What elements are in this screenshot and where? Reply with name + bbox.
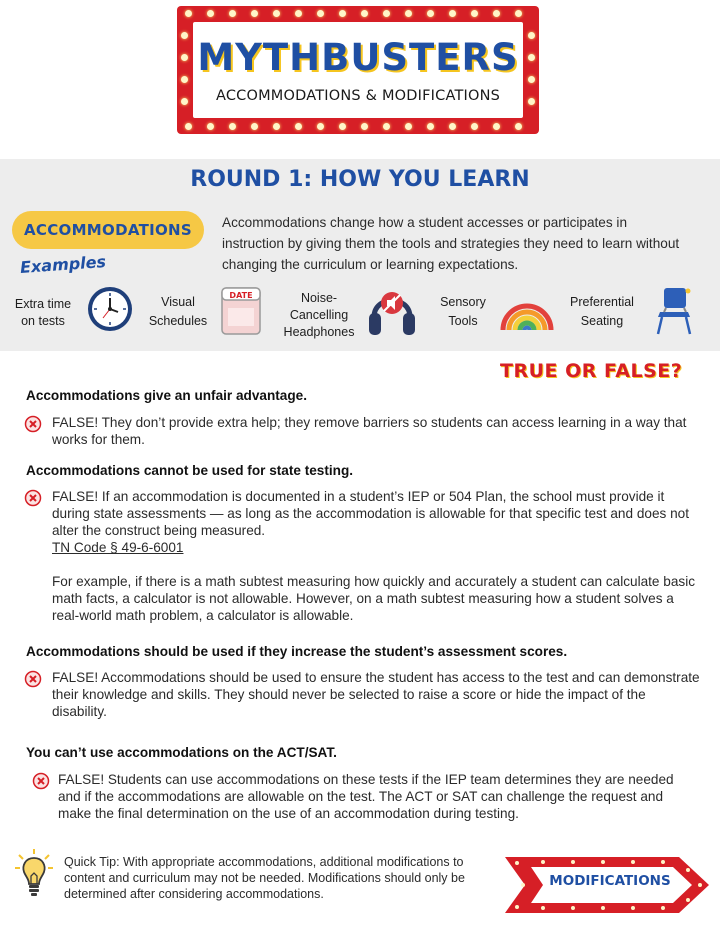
marquee-bulb <box>181 76 188 83</box>
calendar-icon <box>220 286 262 336</box>
lightbulb-icon <box>14 848 54 902</box>
example-headphones: Noise- Cancelling Headphones <box>283 291 355 339</box>
marquee-bulb <box>181 54 188 61</box>
marquee-bulb <box>405 123 412 130</box>
marquee-bulb <box>185 123 192 130</box>
marquee-bulb <box>207 123 214 130</box>
examples-label: Examples <box>19 252 107 277</box>
myth-answer-1: FALSE! They don’t provide extra help; they remove barriers so students can access learning in a way that works for them. <box>52 415 687 447</box>
myth-statement-1: Accommodations give an unfair advantage. <box>26 388 308 403</box>
example-visual-schedules: Visual Schedules <box>148 295 208 328</box>
myth-statement-2: Accommodations cannot be used for state testing. <box>26 463 354 478</box>
marquee-bulb <box>251 10 258 17</box>
marquee-bulb <box>339 123 346 130</box>
marquee-bulb <box>528 32 535 39</box>
marquee-bulb <box>317 10 324 17</box>
marquee-bulb <box>427 10 434 17</box>
marquee-bulb <box>471 10 478 17</box>
marquee-bulb <box>427 123 434 130</box>
marquee-bulb <box>449 10 456 17</box>
marquee-bulb <box>361 123 368 130</box>
myth-statement-4: You can’t use accommodations on the ACT/SAT. <box>26 745 337 760</box>
marquee-bulb <box>471 123 478 130</box>
marquee-bulb <box>528 54 535 61</box>
marquee-bulb <box>181 98 188 105</box>
marquee-bulb <box>339 10 346 17</box>
marquee-bulb <box>273 10 280 17</box>
myth-statement-3: Accommodations should be used if they increase the student’s assessment scores. <box>26 644 568 659</box>
myth-answer-4: FALSE! Students can use accommodations on these tests if the IEP team determines they are needed and if the accommodations are allowable on the test. The ACT or SAT can challenge the request and make the final determination on the use of an accommodation during testing. <box>58 772 674 821</box>
x-mark-icon <box>24 489 42 507</box>
marquee-bulb <box>273 123 280 130</box>
marquee-bulb <box>383 10 390 17</box>
svg-text:DATE: DATE <box>229 291 253 300</box>
myth-example-2: For example, if there is a math subtest measuring how quickly and accurately a student can calculate basic math facts, a calculator is not allowable. However, on a math subtest measuring how a student solves a real-world math problem, a calculator is allowable. <box>52 574 696 623</box>
marquee-bulb <box>515 10 522 17</box>
quick-tip-text: Quick Tip: With appropriate accommodations, additional modifications to content and curriculum may not be needed. Modifications should only be determined after considering accommodations. <box>64 855 465 901</box>
modifications-button-label[interactable]: MODIFICATIONS <box>549 873 671 889</box>
marquee-bulb <box>515 123 522 130</box>
round-title: ROUND 1: HOW YOU LEARN <box>190 167 530 192</box>
example-sensory-tools: Sensory Tools <box>440 295 486 328</box>
example-extra-time: Extra time on tests <box>14 297 72 328</box>
chair-icon <box>652 284 696 336</box>
marquee-bulb <box>251 123 258 130</box>
marquee-header <box>177 6 539 134</box>
marquee-bulb <box>405 10 412 17</box>
true-or-false-heading: TRUE OR FALSE? <box>500 360 683 382</box>
x-mark-icon <box>32 772 50 790</box>
marquee-bulb <box>528 98 535 105</box>
rainbow-fidget-icon <box>500 300 554 332</box>
page-title: MYTHBUSTERS <box>197 35 519 79</box>
marquee-bulb <box>317 123 324 130</box>
example-preferential-seating: Preferential Seating <box>570 295 634 328</box>
marquee-bulb <box>229 10 236 17</box>
marquee-bulb <box>493 123 500 130</box>
marquee-bulb <box>295 10 302 17</box>
x-mark-icon <box>24 670 42 688</box>
accommodations-pill: ACCOMMODATIONS <box>12 211 204 249</box>
myth-answer-3: FALSE! Accommodations should be used to ensure the student has access to the test and can demonstrate their knowledge and skills. They should never be selected to raise a score or hide the impact of the disability. <box>52 670 700 719</box>
marquee-bulb <box>295 123 302 130</box>
marquee-bulb <box>528 76 535 83</box>
marquee-bulb <box>361 10 368 17</box>
marquee-bulb <box>181 32 188 39</box>
marquee-bulb <box>449 123 456 130</box>
x-mark-icon <box>24 415 42 433</box>
marquee-panel <box>193 22 523 118</box>
clock-icon <box>85 284 135 334</box>
marquee-bulb <box>493 10 500 17</box>
law-reference-link[interactable]: TN Code § 49-6-6001 <box>52 540 184 555</box>
marquee-bulb <box>229 123 236 130</box>
headphones-icon <box>366 283 418 339</box>
accommodations-description: Accommodations change how a student accesses or participates in instruction by giving them the tools and strategies they need to learn without changing the curriculum or learning expectations. <box>222 215 680 272</box>
marquee-bulb <box>383 123 390 130</box>
myth-answer-2: FALSE! If an accommodation is documented in a student’s IEP or 504 Plan, the school must provide it during state assessments — as long as the accommodation is allowable for that specific test and does not alter the construct being measured. TN Code § 49-6-6001 For example, if there is a math subtest measuring how quickly and accurately a student can calculate basic math facts, a calculator is not allowable. However, on a math subtest measuring how a student solves a real-world math problem, a calculator is allowable. <box>52 488 702 624</box>
marquee-bulb <box>185 10 192 17</box>
marquee-bulb <box>207 10 214 17</box>
page-subtitle: ACCOMMODATIONS & MODIFICATIONS <box>215 87 501 104</box>
